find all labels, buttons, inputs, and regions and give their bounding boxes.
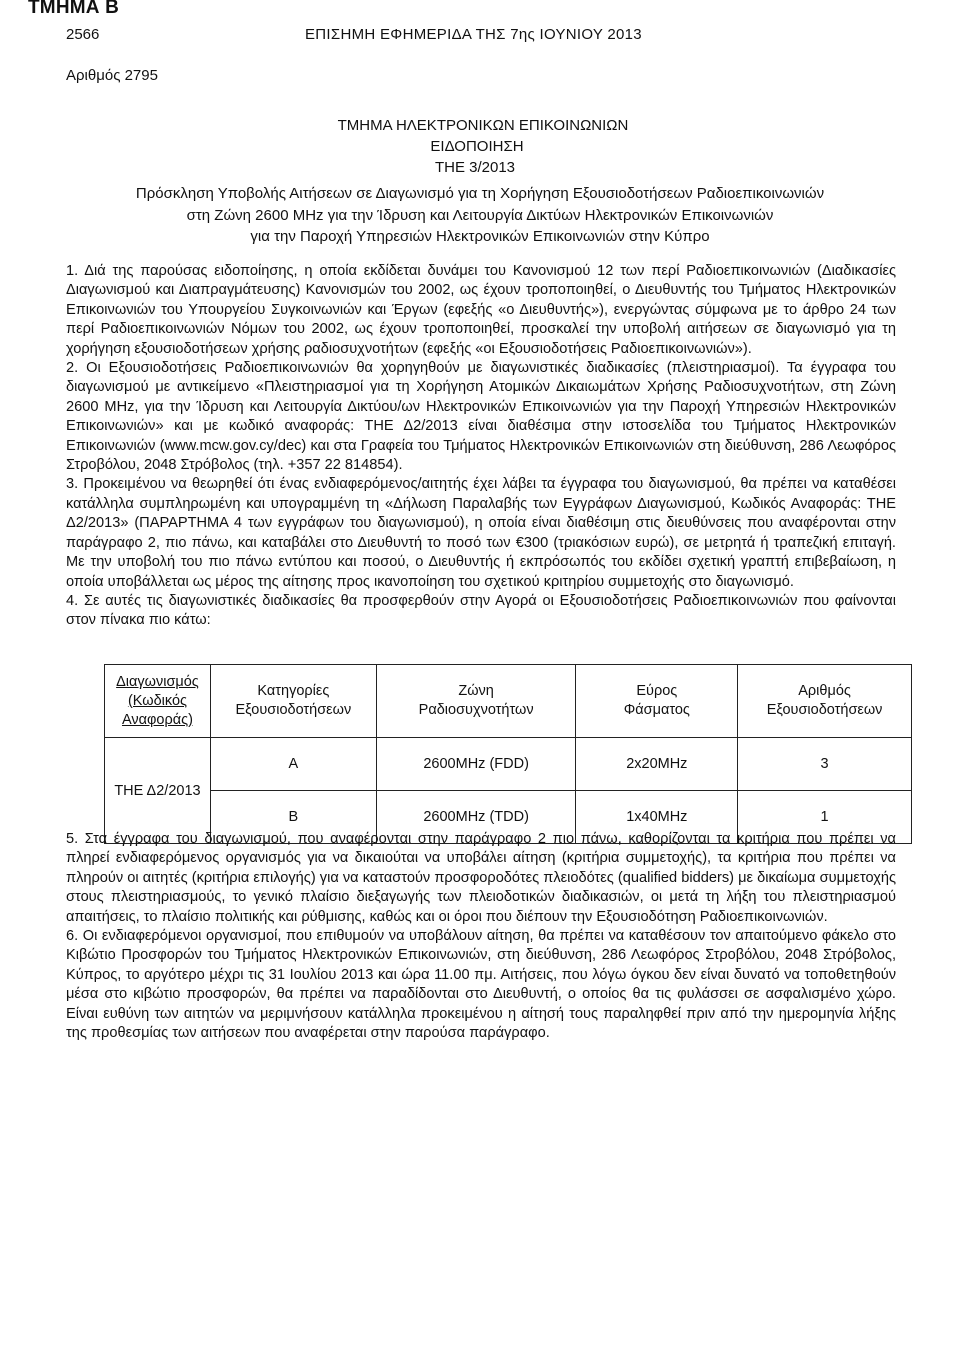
paragraph-6: 6. Οι ενδιαφερόμενοι οργανισμοί, που επιθυμούν να υποβάλουν αίτηση, θα πρέπει να καταθέσουν τον απαιτούμενο φάκελο στο Κιβώτιο Προσφορών του Τμήματος Ηλεκτρονικών Επικοινωνιών, στη διεύθυνση, 286 Λεωφόρος Στροβόλου, 2048 Στρόβολος, Κύπρος, το αργότερο μέχρι τις 31 Ιουλίου 2013 και ώρα 11.00 πμ. Αιτήσεις, που λόγω όγκου δεν είναι δυνατό να τοποθετηθούν μέσα στο κιβώτιο προσφορών, θα πρέπει να παραδίδονται στο Διευθυντή, ο οποίος θα τις φυλάσσει σε ασφαλισμένο χώρο. Είναι ευθύνη των αιτητών να μεριμνήσουν κατάλληλα προκειμένου η αίτησή τους παραληφθεί πριν από την ημερομηνία λήξης της προθεσμίας των αιτήσεων που αναφέρεται στην παρούσα παράγραφο. (66, 928, 896, 1042)
header-spectrum: Εύρος Φάσματος (576, 665, 738, 738)
table-cell: B (210, 791, 376, 844)
paragraph-4: 4. Σε αυτές τις διαγωνιστικές διαδικασίες θα προσφερθούν στην Αγορά οι Εξουσιοδοτήσεις Ραδιοεπικοινωνιών που φαίνονται στον πίνακα πιο κάτω: (66, 592, 896, 629)
paragraph-2: 2. Οι Εξουσιοδοτήσεις Ραδιοεπικοινωνιών θα χορηγηθούν με διαγωνιστικές διαδικασίες (πλειστηριασμοί). Τα έγγραφα του διαγωνισμού με αντικείμενο «Πλειστηριασμοί για τη Χορήγηση Ατομικών Δικαιωμάτων Χρήσης Ραδιοσυχνοτήτων, στη Ζώνη 2600 MHz, για την Ίδρυση και Λειτουργία Δικτύου/ων Ηλεκτρονικών Επικοινωνιών για την Παροχή Υπηρεσιών Ηλεκτρονικών Επικοινωνιών» και με κωδικό αναφοράς: ΤΗΕ Δ2/2013 είναι διαθέσιμα στην ιστοσελίδα του Τμήματος Ηλεκτρονικών Επικοινωνιών (www.mcw.gov.cy/dec) και στα Γραφεία του Τμήματος Ηλεκτρονικών Επικοινωνιών στη διεύθυνση, 286 Λεωφόρος Στροβόλου, 2048 Στρόβολος (τηλ. +357 22 814854). (66, 360, 896, 474)
header-count: Αριθμός Εξουσιοδοτήσεων (738, 665, 912, 738)
authorizations-table (104, 664, 912, 844)
subject-line: για την Παροχή Υπηρεσιών Ηλεκτρονικών Επικοινωνιών στην Κύπρο (250, 228, 710, 245)
body-section-2 (66, 830, 896, 1043)
decree-number: Αριθμός 2795 (66, 67, 158, 84)
body-section-1 (66, 262, 896, 631)
header-competition: Διαγωνισμός (Κωδικός Αναφοράς) (105, 665, 211, 738)
gazette-title: ΕΠΙΣΗΜΗ ΕΦΗΜΕΡΙΔΑ ΤΗΣ 7ης ΙΟΥΝΙΟΥ 2013 (305, 26, 642, 43)
paragraph-5: 5. Στα έγγραφα του διαγωνισμού, που αναφέρονται στην παράγραφο 2 πιο πάνω, καθορίζονται τα κριτήρια που πρέπει να πληρεί ενδιαφερόμενος οργανισμός για να δικαιούται να υποβάλει αίτηση (κριτήρια συμμετοχής), τα κριτήρια που πρέπει να πληρούν οι αιτητές (κριτήρια επιλογής) για να καταστούν προσφοροδότες πλειοδότες (qualified bidders) με δικαίωμα συμμετοχής στους πλειστηριασμούς, το γενικό πλαίσιο διεξαγωγής των πλειοδοτικών διαδικασιών, οι μετά τη λήξη του πλειστηριασμού απαιτήσεις, το πλαίσιο πολιτικής και ρύθμισης, καθώς και οι όροι που διέπουν την Εξουσιοδότηση Ραδιοεπικοινωνιών. (66, 831, 896, 925)
table-cell: 1 (738, 791, 912, 844)
page-number: 2566 (66, 26, 100, 43)
header-categories: Κατηγορίες Εξουσιοδοτήσεων (210, 665, 376, 738)
table-cell: A (210, 738, 376, 791)
table-row (105, 738, 912, 791)
subject-line: στη Ζώνη 2600 MHz για την Ίδρυση και Λειτουργία Δικτύων Ηλεκτρονικών Επικοινωνιών (186, 206, 774, 224)
notice-subject (60, 183, 900, 248)
table-cell: 1x40MHz (576, 791, 738, 844)
competition-code-cell: ΤΗΕ Δ2/2013 (105, 738, 211, 844)
notice-heading: ΕΙΔΟΠΟΙΗΣΗ (430, 138, 524, 155)
subject-line: Πρόσκληση Υποβολής Αιτήσεων σε Διαγωνισμό για τη Χορήγηση Εξουσιοδοτήσεων Ραδιοεπικοινωνιών (135, 185, 825, 202)
notice-reference: ΤΗΕ 3/2013 (434, 159, 516, 176)
header-band: Ζώνη Ραδιοσυχνοτήτων (376, 665, 576, 738)
table-cell: 2600MHz (TDD) (376, 791, 576, 844)
section-label: ΤΜΗΜΑ Β (28, 0, 120, 18)
table-cell: 3 (738, 738, 912, 791)
table-cell: 2600MHz (FDD) (376, 738, 576, 791)
table-cell: 2x20MHz (576, 738, 738, 791)
paragraph-1: 1. Διά της παρούσας ειδοποίησης, η οποία εκδίδεται δυνάμει του Κανονισμού 12 των περί Ραδιοεπικοινωνιών (Διαδικασίες Διαγωνισμού και Διαπραγμάτευσης) Κανονισμών του 2002, ως έχουν τροποποιηθεί, ο Διευθυντής του Τμήματος Ηλεκτρονικών Επικοινωνιών του Υπουργείου Συγκοινωνιών και Έργων (εφεξής «ο Διευθυντής»), ενεργώντας σύμφωνα με το άρθρο 24 των περί Ραδιοεπικοινωνιών Νόμων του 2002, ως έχουν τροποποιηθεί, προσκαλεί την υποβολή αιτήσεων σε διαγωνισμό για τη χορήγηση εξουσιοδοτήσεων χρήσης ραδιοσυχνοτήτων (εφεξής «οι Εξουσιοδοτήσεις Ραδιοεπικοινωνιών»). (66, 263, 896, 357)
paragraph-3: 3. Προκειμένου να θεωρηθεί ότι ένας ενδιαφερόμενος/αιτητής έχει λάβει τα έγγραφα του διαγωνισμού, θα πρέπει να καταθέσει κατάλληλα συμπληρωμένη και υπογραμμένη τη «Δήλωση Παραλαβής των Εγγράφων Διαγωνισμού, Κωδικός Αναφοράς: ΤΗΕ Δ2/2013» (ΠΑΡΑΡΤΗΜΑ 4 των εγγράφων του διαγωνισμού), η οποία είναι διαθέσιμη στις διευθύνσεις που αναφέρονται στην παράγραφο 2, πιο πάνω, και καταβάλει στο Διευθυντή το ποσό των €300 (τριακόσιων ευρώ), σε μετρητά ή τραπεζική επιταγή. Με την υποβολή του πιο πάνω εντύπου και ποσού, ο Διευθυντής ή εκπρόσωπός του εκδίδει σχετική γραπτή επιβεβαίωση, η οποία υποβάλλεται ως μέρος της αίτησης προς ικανοποίηση του σχετικού κριτηρίου συμμετοχής στο διαγωνισμό. (66, 476, 896, 590)
table-header-row (105, 665, 912, 738)
department-heading: ΤΜΗΜΑ ΗΛΕΚΤΡΟΝΙΚΩΝ ΕΠΙΚΟΙΝΩΝΙΩΝ (337, 117, 629, 134)
